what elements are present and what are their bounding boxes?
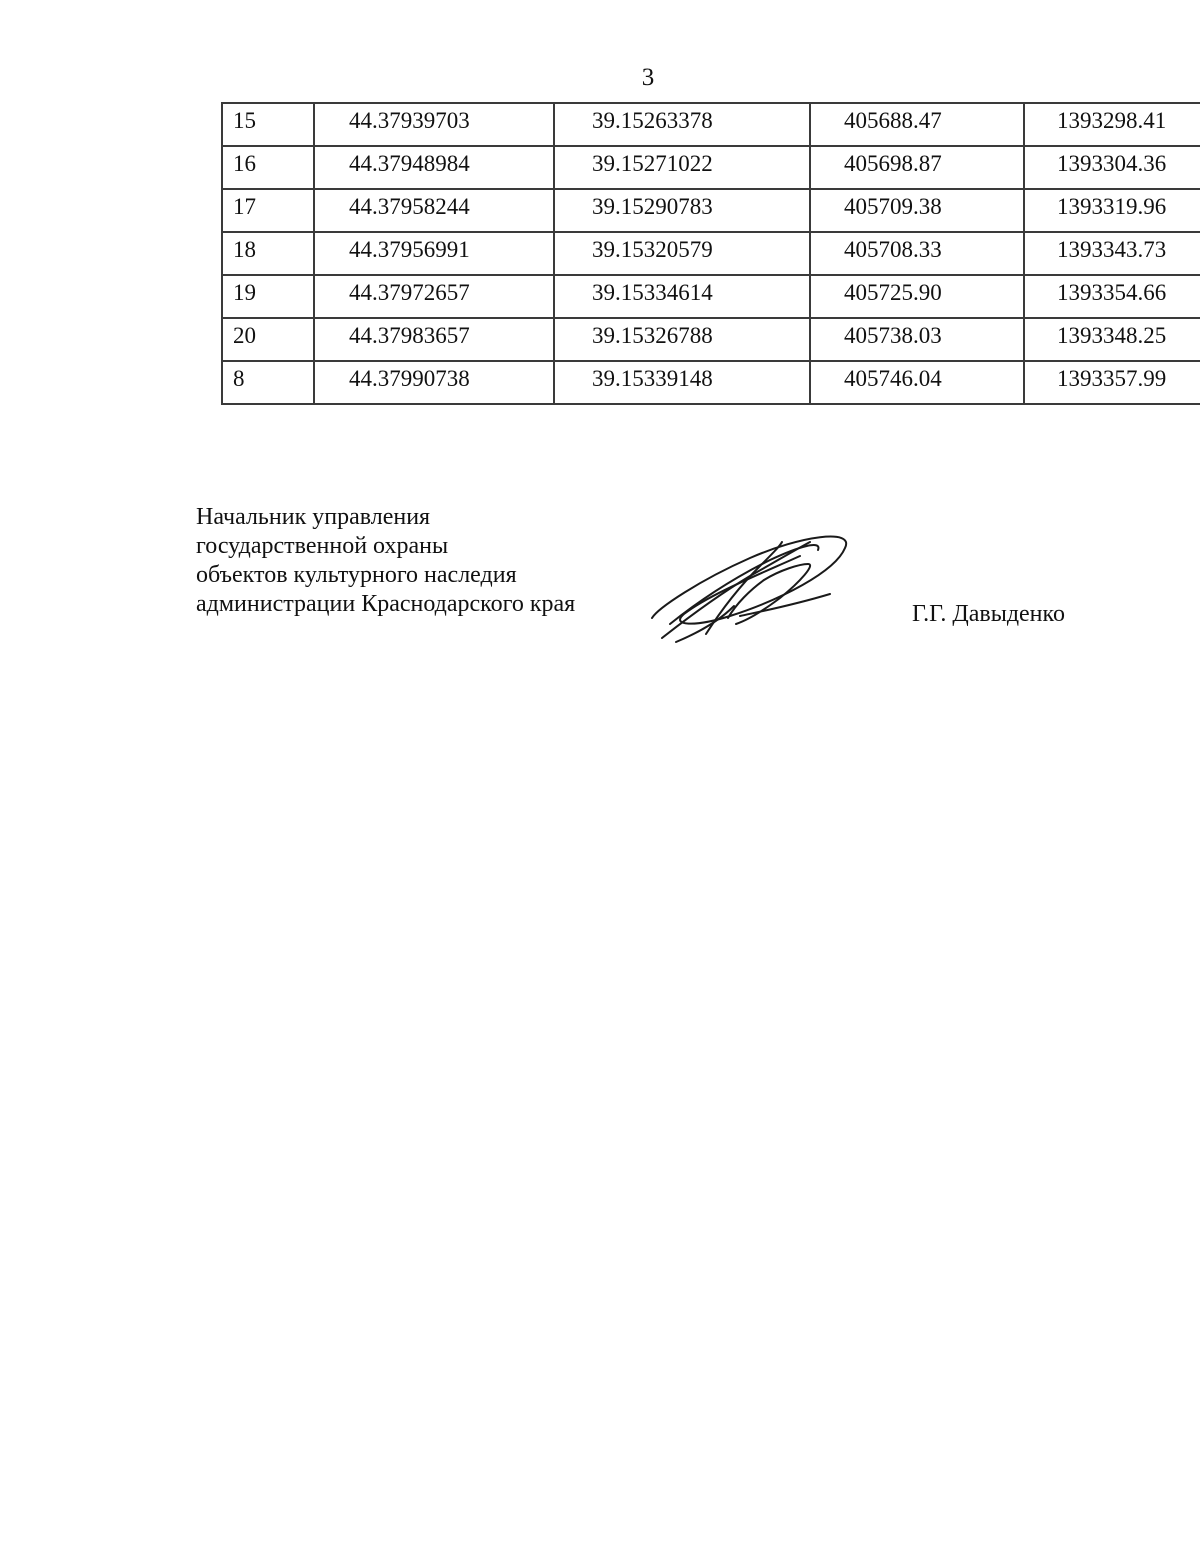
y-coordinate-value: 1393348.25 [1057, 323, 1167, 348]
point-number: 15 [233, 108, 256, 133]
x-coordinate-cell [810, 103, 1024, 146]
latitude-value: 44.37958244 [349, 194, 470, 219]
latitude-cell [314, 189, 554, 232]
point-number: 20 [233, 323, 256, 348]
x-coordinate-cell [810, 275, 1024, 318]
point-number-cell [222, 318, 314, 361]
x-coordinate-value: 405738.03 [844, 323, 942, 348]
point-number-cell [222, 361, 314, 404]
x-coordinate-cell [810, 318, 1024, 361]
coordinates-table [221, 102, 1200, 405]
point-number: 16 [233, 151, 256, 176]
longitude-value: 39.15271022 [592, 151, 713, 176]
x-coordinate-cell [810, 189, 1024, 232]
signatory-position [196, 503, 575, 619]
x-coordinate-value: 405725.90 [844, 280, 942, 305]
position-line: объектов культурного наследия [196, 562, 517, 588]
longitude-cell [554, 103, 810, 146]
latitude-cell [314, 318, 554, 361]
point-number-cell [222, 146, 314, 189]
latitude-value: 44.37948984 [349, 151, 470, 176]
y-coordinate-value: 1393304.36 [1057, 151, 1167, 176]
y-coordinate-cell [1024, 146, 1200, 189]
y-coordinate-value: 1393298.41 [1057, 108, 1167, 133]
latitude-cell [314, 361, 554, 404]
latitude-value: 44.37956991 [349, 237, 470, 262]
longitude-cell [554, 232, 810, 275]
point-number-cell [222, 232, 314, 275]
table-row [222, 103, 1200, 146]
longitude-value: 39.15334614 [592, 280, 713, 305]
signer-name: Г.Г. Давыденко [912, 601, 1065, 627]
point-number: 18 [233, 237, 256, 262]
x-coordinate-value: 405746.04 [844, 366, 942, 391]
x-coordinate-value: 405709.38 [844, 194, 942, 219]
point-number-cell [222, 189, 314, 232]
y-coordinate-cell [1024, 103, 1200, 146]
handwritten-signature [640, 520, 870, 650]
y-coordinate-cell [1024, 361, 1200, 404]
latitude-value: 44.37972657 [349, 280, 470, 305]
longitude-value: 39.15339148 [592, 366, 713, 391]
latitude-cell [314, 103, 554, 146]
longitude-cell [554, 318, 810, 361]
longitude-value: 39.15290783 [592, 194, 713, 219]
y-coordinate-cell [1024, 275, 1200, 318]
y-coordinate-cell [1024, 318, 1200, 361]
longitude-cell [554, 275, 810, 318]
latitude-cell [314, 232, 554, 275]
x-coordinate-value: 405708.33 [844, 237, 942, 262]
y-coordinate-cell [1024, 189, 1200, 232]
longitude-cell [554, 189, 810, 232]
y-coordinate-value: 1393354.66 [1057, 280, 1167, 305]
position-line: администрации Краснодарского края [196, 591, 576, 617]
latitude-cell [314, 146, 554, 189]
longitude-cell [554, 146, 810, 189]
x-coordinate-cell [810, 361, 1024, 404]
point-number-cell [222, 275, 314, 318]
y-coordinate-cell [1024, 232, 1200, 275]
latitude-value: 44.37939703 [349, 108, 470, 133]
y-coordinate-value: 1393319.96 [1057, 194, 1167, 219]
y-coordinate-value: 1393357.99 [1057, 366, 1167, 391]
latitude-value: 44.37990738 [349, 366, 470, 391]
longitude-value: 39.15320579 [592, 237, 713, 262]
point-number-cell [222, 103, 314, 146]
page-number: 3 [641, 64, 655, 91]
longitude-value: 39.15326788 [592, 323, 713, 348]
longitude-cell [554, 361, 810, 404]
x-coordinate-value: 405698.87 [844, 151, 942, 176]
latitude-value: 44.37983657 [349, 323, 470, 348]
position-line: Начальник управления [196, 504, 431, 530]
table-row [222, 189, 1200, 232]
point-number: 8 [233, 366, 245, 391]
x-coordinate-cell [810, 146, 1024, 189]
latitude-cell [314, 275, 554, 318]
position-line: государственной охраны [196, 533, 449, 559]
table-row [222, 146, 1200, 189]
y-coordinate-value: 1393343.73 [1057, 237, 1167, 262]
table-row [222, 232, 1200, 275]
longitude-value: 39.15263378 [592, 108, 713, 133]
point-number: 17 [233, 194, 256, 219]
table-row [222, 318, 1200, 361]
x-coordinate-value: 405688.47 [844, 108, 942, 133]
table-row [222, 361, 1200, 404]
table-row [222, 275, 1200, 318]
point-number: 19 [233, 280, 256, 305]
x-coordinate-cell [810, 232, 1024, 275]
